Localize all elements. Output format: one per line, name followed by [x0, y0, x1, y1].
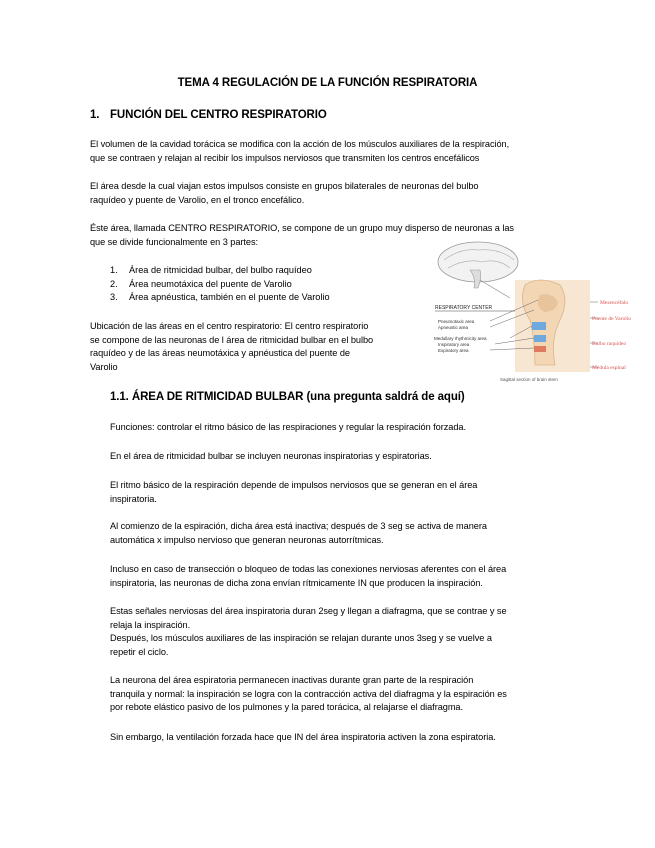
document-title: TEMA 4 REGULACIÓN DE LA FUNCIÓN RESPIRATORIA — [177, 77, 478, 89]
brainstem-section — [515, 280, 590, 372]
paragraph-functions — [110, 421, 590, 435]
figure-header: RESPIRATORY CENTER — [435, 305, 493, 311]
list-item: 3. Área apnéustica, también en el puente de Varolio — [110, 292, 330, 302]
location-paragraph — [90, 320, 420, 374]
text-line: repetir el ciclo. — [110, 646, 169, 657]
text-line: Sin embargo, la ventilación forzada hace que IN del área inspiratoria activen la zona espiratoria. — [110, 732, 496, 742]
figure-label: Pneumotaxic area — [438, 319, 475, 324]
figure-label: Inspiratory area — [438, 342, 470, 347]
section-1-heading — [90, 109, 327, 121]
figure-label: Medullary rhythmicity area — [434, 336, 487, 341]
section-1-1-heading: 1.1. ÁREA DE RITMICIDAD BULBAR (una pregunta saldrá de aquí) — [110, 391, 465, 403]
paragraph-forced-ventilation — [110, 731, 590, 745]
respiratory-center-figure — [430, 240, 655, 385]
section-1-title: FUNCIÓN DEL CENTRO RESPIRATORIO — [110, 109, 327, 121]
section-1-number: 1. — [90, 109, 100, 121]
text-line: Al comienzo de la espiración, dicha área está inactiva; después de 3 seg se activa de manera — [110, 521, 487, 531]
paragraph-signals — [110, 605, 590, 659]
brain-stem-illustration — [430, 240, 655, 385]
figure-label: Apneustic area — [438, 325, 469, 330]
brain-sketch — [438, 242, 518, 298]
text-line: inspiratoria. — [110, 493, 157, 504]
list-item: 2. Área neumotáxica del puente de Varolio — [110, 278, 292, 289]
text-line: El área desde la cual viajan estos impulsos consiste en grupos bilaterales de neuronas del bulbo — [90, 181, 479, 191]
text-line: Después, los músculos auxiliares de las inspiración se relajan durante unos 3seg y se vuelve a — [110, 633, 492, 643]
text-line: raquídeo y puente de Varolio, en el tronco encefálico. — [90, 194, 305, 205]
text-line: Estas señales nerviosas del área inspiratoria duran 2seg y llegan a diafragma, que se contrae y se — [110, 606, 507, 616]
paragraph-2 — [90, 180, 580, 207]
text-line: Éste área, llamada CENTRO RESPIRATORIO, se compone de un grupo muy disperso de neuronas a las — [90, 223, 514, 233]
text-line: se compone de las neuronas de l área de ritmicidad bulbar en el bulbo — [90, 334, 374, 345]
text-line: por rebote elástico pasivo de los pulmones y la pared torácica, al relajarse el diafragma. — [110, 702, 463, 712]
text-line: que se divide funcionalmente en 3 partes: — [90, 236, 259, 247]
text-line: relaja la inspiración. — [110, 619, 191, 630]
paragraph-expiratory-area — [110, 674, 590, 715]
text-line: raquídeo y de las áreas neumotáxica y apnéustica del puente de — [90, 348, 350, 358]
respiratory-center-parts-list — [110, 264, 330, 305]
figure-label-red: Mesencéfalo — [600, 300, 629, 306]
text-line: En el área de ritmicidad bulbar se incluyen neuronas inspiratorias y espiratorias. — [110, 451, 432, 461]
text-line: Funciones: controlar el ritmo básico de las respiraciones y regular la respiración forzada. — [110, 422, 466, 432]
figure-label-red: Puente de Varolio — [592, 316, 632, 322]
figure-label-red: Bulbo raquídeo — [592, 341, 627, 347]
text-line: El ritmo básico de la respiración depende de impulsos nerviosos que se generan en el área — [110, 480, 478, 490]
text-line: Incluso en caso de transección o bloqueo de todas las conexiones nerviosas aferentes con el área — [110, 564, 507, 574]
text-line: Varolio — [90, 361, 118, 372]
paragraph-neurons — [110, 450, 590, 464]
figure-label-red: Médula espinal — [592, 365, 626, 371]
text-line: El volumen de la cavidad torácica se modifica con la acción de los músculos auxiliares de la respiración, — [90, 139, 510, 149]
figure-label: Expiratory area — [438, 348, 469, 353]
text-line: que se contraen y relajan al recibir los impulsos nerviosos que transmiten los centros encefálicos — [90, 152, 480, 163]
paragraph-1 — [90, 138, 580, 165]
paragraph-transection — [110, 563, 590, 590]
list-item: 1. Área de ritmicidad bulbar, del bulbo raquídeo — [110, 265, 312, 275]
text-line: automática x impulso nervioso que generan neuronas autorrítmicas. — [110, 534, 384, 545]
text-line: tranquila y normal: la inspiración se logra con la contracción activa del diafragma y la espiración es — [110, 688, 507, 699]
text-line: inspiratoria, las neuronas de dicha zona envían rítmicamente IN que producen la inspiración. — [110, 577, 483, 588]
paragraph-expiration-start — [110, 520, 590, 547]
text-line: La neurona del área espiratoria permanecen inactivas durante gran parte de la respiración — [110, 675, 474, 685]
text-line: Ubicación de las áreas en el centro respiratorio: El centro respiratorio — [90, 321, 369, 331]
paragraph-basic-rhythm — [110, 479, 590, 506]
figure-caption: Sagittal section of brain stem — [500, 377, 558, 382]
